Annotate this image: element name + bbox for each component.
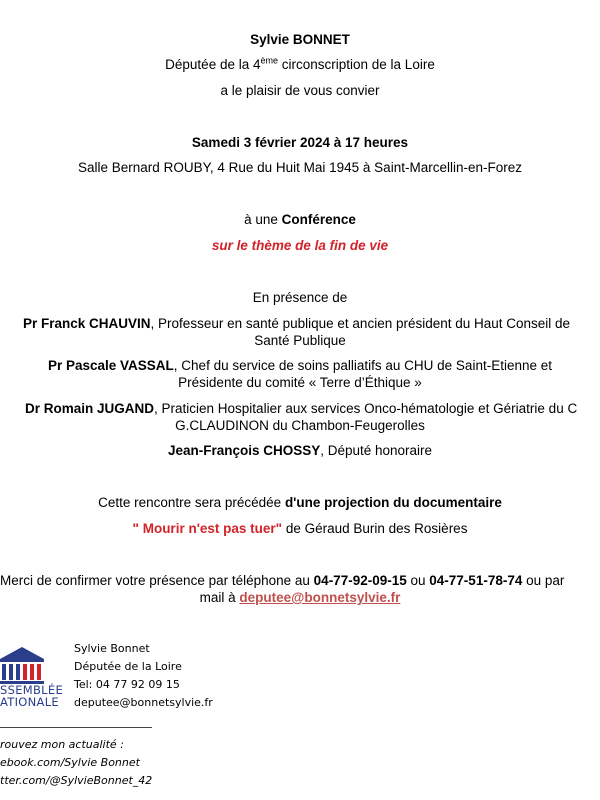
- rsvp-line2: [0, 589, 600, 607]
- presence-intro: En présence de: [252, 290, 348, 305]
- speaker-4-name: Jean-François CHOSSY: [167, 443, 321, 458]
- film-author: de Géraud Burin des Rosières: [282, 521, 468, 536]
- speaker-2-line1: [0, 357, 600, 375]
- host-role-suffix: circonscription de la Loire: [278, 57, 435, 72]
- rsvp-mail-prefix: mail à: [199, 590, 240, 605]
- preceded-text: [0, 494, 600, 512]
- preceded-prefix: Cette rencontre sera précédée: [98, 495, 285, 510]
- signature-text: [74, 640, 213, 712]
- signature-name: Sylvie Bonnet: [74, 642, 150, 655]
- phone-1[interactable]: 04-77-92-09-15: [313, 573, 407, 588]
- speaker-3-line1: [25, 400, 577, 418]
- logo-line-1: SSEMBLÉE: [0, 683, 64, 697]
- film-line: [0, 520, 600, 538]
- signature-tel: Tel: 04 77 92 09 15: [74, 678, 180, 691]
- event-date: Samedi 3 février 2024 à 17 heures: [191, 135, 409, 150]
- speaker-2-desc: , Chef du service de soins palliatifs au CHU de Saint-Etienne et: [173, 358, 552, 373]
- host-name: Sylvie BONNET: [250, 32, 350, 47]
- speaker-1-line2: Santé Publique: [254, 333, 346, 348]
- email-link[interactable]: deputee@bonnetsylvie.fr: [239, 590, 401, 605]
- speaker-4-line1: [0, 442, 600, 460]
- host-role-sup: ème: [260, 55, 278, 66]
- logo-line-2: ATIONALE: [0, 695, 59, 709]
- speaker-3-line2: G.CLAUDINON du Chambon-Feugerolles: [175, 418, 425, 433]
- host-role: [0, 56, 600, 74]
- rsvp-suffix: ou par: [522, 573, 565, 588]
- rsvp-or: ou: [406, 573, 430, 588]
- speaker-2-line2: Présidente du comité « Terre d’Éthique »: [178, 375, 422, 390]
- signature-role: Députée de la Loire: [74, 660, 182, 673]
- signature-divider: [0, 727, 152, 728]
- assemblee-nationale-logo: [0, 645, 64, 707]
- pleasure-text: a le plaisir de vous convier: [220, 83, 380, 98]
- event-type: [0, 211, 600, 229]
- speaker-3-desc: , Praticien Hospitalier aux services Onco-hématologie et Gériatrie du C: [154, 401, 578, 416]
- film-title: " Mourir n'est pas tuer": [132, 521, 283, 536]
- follow-intro: rouvez mon actualité :: [0, 738, 124, 751]
- host-role-prefix: Députée de la 4: [165, 57, 261, 72]
- event-type-label: Conférence: [281, 212, 356, 227]
- speaker-3-name: Dr Romain JUGAND: [25, 401, 155, 416]
- event-venue: Salle Bernard ROUBY, 4 Rue du Huit Mai 1945 à Saint-Marcellin-en-Forez: [78, 160, 522, 175]
- rsvp-line1: [0, 572, 564, 590]
- speaker-2-name: Pr Pascale VASSAL: [47, 358, 174, 373]
- facebook-link[interactable]: ebook.com/Sylvie Bonnet: [0, 756, 140, 769]
- twitter-link[interactable]: tter.com/@SylvieBonnet_42: [0, 774, 153, 787]
- social-links: [0, 736, 152, 790]
- rsvp-prefix: Merci de confirmer votre présence par téléphone au: [0, 573, 314, 588]
- event-theme: sur le thème de la fin de vie: [211, 238, 389, 253]
- speaker-4-desc: , Député honoraire: [320, 443, 433, 458]
- signature-email[interactable]: deputee@bonnetsylvie.fr: [74, 696, 213, 709]
- event-prefix: à une: [244, 212, 282, 227]
- phone-2[interactable]: 04-77-51-78-74: [429, 573, 523, 588]
- speaker-1-line1: [23, 315, 570, 333]
- speaker-1-desc: , Professeur en santé publique et ancien président du Haut Conseil de: [150, 316, 571, 331]
- speaker-1-name: Pr Franck CHAUVIN: [23, 316, 151, 331]
- preceded-bold: d'une projection du documentaire: [284, 495, 502, 510]
